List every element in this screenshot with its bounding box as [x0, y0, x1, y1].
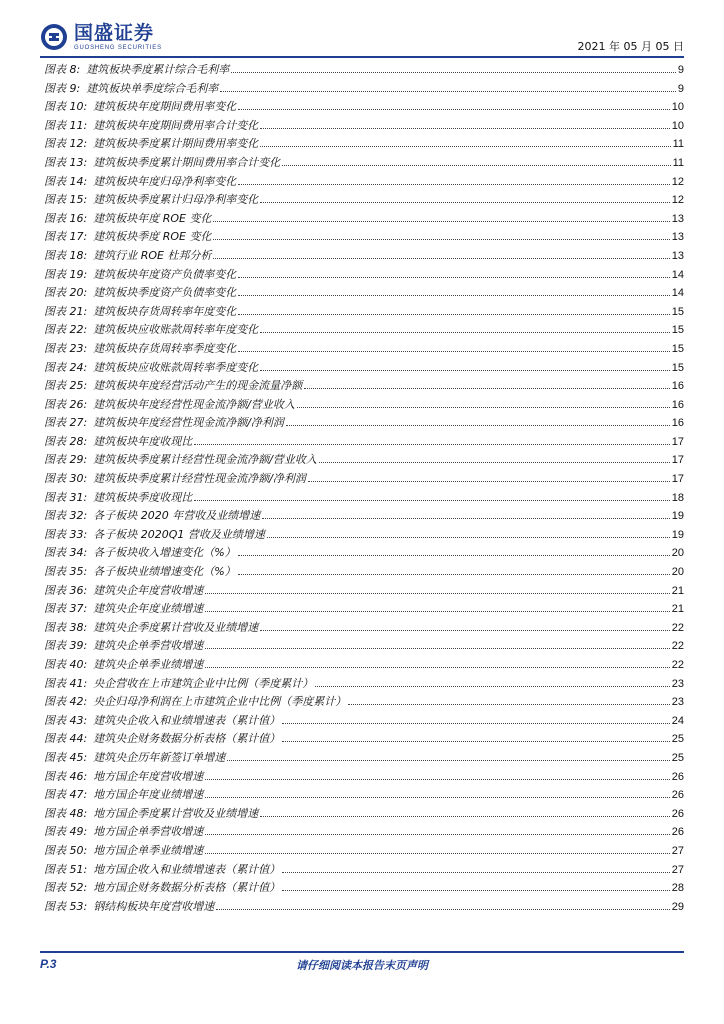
- figure-page-number: 12: [671, 194, 684, 207]
- figure-page-number: 16: [671, 398, 684, 411]
- figure-title: 地方国企财务数据分析表格（累计值）: [93, 881, 281, 895]
- figure-label: 图表 28:: [44, 434, 88, 448]
- dot-leader: [282, 741, 670, 742]
- toc-entry[interactable]: [44, 786, 684, 805]
- figure-title: 建筑板块季度 ROE 变化: [93, 230, 212, 244]
- figure-title: 地方国企单季业绩增速: [93, 843, 204, 857]
- figure-label: 图表 37:: [44, 602, 88, 616]
- toc-entry[interactable]: [44, 489, 684, 508]
- toc-entry[interactable]: [44, 377, 684, 396]
- company-logo: [40, 22, 162, 52]
- toc-entry[interactable]: [44, 823, 684, 842]
- dot-leader: [205, 779, 670, 780]
- figure-page-number: 11: [672, 138, 684, 151]
- figure-title: 建筑央企年度业绩增速: [93, 602, 204, 616]
- figure-title: 地方国企季度累计营收及业绩增速: [93, 806, 259, 820]
- dot-leader: [260, 630, 670, 631]
- figure-title: 央企归母净利润在上市建筑企业中比例（季度累计）: [93, 695, 347, 709]
- dot-leader: [205, 797, 670, 798]
- dot-leader: [238, 351, 670, 352]
- figure-title: 建筑板块年度期间费用率合计变化: [93, 118, 259, 132]
- report-date: 2021 年 05 月 05 日: [577, 40, 684, 53]
- dot-leader: [194, 444, 670, 445]
- dot-leader: [260, 202, 670, 203]
- figure-page-number: 25: [671, 751, 684, 764]
- dot-leader: [308, 481, 670, 482]
- toc-entry[interactable]: [44, 861, 684, 880]
- figure-page-number: 26: [671, 789, 684, 802]
- figure-label: 图表 42:: [44, 695, 88, 709]
- figure-label: 图表 43:: [44, 713, 88, 727]
- figure-title: 地方国企单季营收增速: [93, 825, 204, 839]
- dot-leader: [282, 890, 670, 891]
- toc-entry[interactable]: [44, 321, 684, 340]
- figure-label: 图表 53:: [44, 899, 88, 913]
- figure-page-number: 10: [671, 101, 684, 114]
- dot-leader: [260, 128, 670, 129]
- figure-title: 建筑板块季度累计经营性现金流净额/营业收入: [93, 453, 317, 467]
- toc-entry[interactable]: [44, 693, 684, 712]
- dot-leader: [205, 853, 670, 854]
- dot-leader: [205, 611, 670, 612]
- header-divider: [40, 56, 684, 58]
- toc-entry[interactable]: [44, 433, 684, 452]
- dot-leader: [238, 295, 670, 296]
- figure-page-number: 13: [671, 249, 684, 262]
- figure-page-number: 15: [671, 342, 684, 355]
- dot-leader: [238, 555, 670, 556]
- dot-leader: [238, 277, 670, 278]
- figure-title: 建筑板块应收账款周转率年度变化: [93, 323, 259, 337]
- figure-label: 图表 8:: [44, 63, 81, 76]
- dot-leader: [205, 593, 670, 594]
- figure-page-number: 26: [671, 826, 684, 839]
- figure-title: 地方国企收入和业绩增速表（累计值）: [93, 862, 281, 876]
- dot-leader: [297, 407, 670, 408]
- figure-label: 图表 34:: [44, 546, 88, 560]
- figure-page-number: 9: [677, 82, 684, 95]
- dot-leader: [348, 704, 670, 705]
- figure-label: 图表 26:: [44, 397, 88, 411]
- dot-leader: [216, 909, 670, 910]
- figure-page-number: 17: [671, 454, 684, 467]
- dot-leader: [282, 165, 670, 166]
- toc-entry[interactable]: [44, 675, 684, 694]
- figure-page-number: 21: [671, 584, 684, 597]
- figure-title: 建筑板块年度期间费用率变化: [93, 100, 237, 114]
- toc-entry[interactable]: [44, 582, 684, 601]
- figure-page-number: 11: [672, 156, 684, 169]
- figure-title: 建筑板块年度收现比: [93, 434, 193, 448]
- figure-page-number: 26: [671, 807, 684, 820]
- dot-leader: [282, 872, 670, 873]
- figure-page-number: 18: [671, 491, 684, 504]
- figure-page-number: 28: [671, 882, 684, 895]
- toc-entry[interactable]: [44, 396, 684, 415]
- figure-title: 建筑板块年度归母净利率变化: [93, 174, 237, 188]
- figure-title: 建筑板块年度经营性现金流净额/营业收入: [93, 397, 295, 411]
- figure-label: 图表 31:: [44, 490, 88, 504]
- figure-label: 图表 12:: [44, 137, 88, 151]
- figure-label: 图表 15:: [44, 193, 88, 207]
- figure-label: 图表 13:: [44, 155, 88, 169]
- dot-leader: [267, 537, 670, 538]
- toc-entry[interactable]: [44, 749, 684, 768]
- figure-label: 图表 22:: [44, 323, 88, 337]
- figure-title: 建筑板块季度累计期间费用率变化: [93, 137, 259, 151]
- figure-title: 建筑央企单季营收增速: [93, 639, 204, 653]
- figure-title: 地方国企年度营收增速: [93, 769, 204, 783]
- toc-entry[interactable]: [44, 544, 684, 563]
- figure-title: 建筑板块季度资产负债率变化: [93, 286, 237, 300]
- figure-label: 图表 18:: [44, 248, 88, 262]
- figure-title: 建筑央企历年新签订单增速: [93, 750, 226, 764]
- figure-label: 图表 16:: [44, 211, 88, 225]
- figure-page-number: 22: [671, 640, 684, 653]
- figure-title: 建筑板块年度经营性现金流净额/净利润: [93, 416, 284, 430]
- figure-label: 图表 19:: [44, 267, 88, 281]
- figure-title: 钢结构板块年度营收增速: [93, 899, 215, 913]
- toc-entry[interactable]: [44, 98, 684, 117]
- page-number: P.3: [40, 957, 57, 971]
- figure-title: 建筑板块年度 ROE 变化: [93, 211, 212, 225]
- toc-entry[interactable]: [44, 414, 684, 433]
- figure-page-number: 29: [671, 900, 684, 913]
- figure-page-number: 23: [671, 677, 684, 690]
- figure-title: 建筑板块年度经营活动产生的现金流量净额: [93, 379, 303, 393]
- figure-title: 建筑行业 ROE 杜邦分析: [93, 248, 212, 262]
- figure-page-number: 13: [671, 212, 684, 225]
- disclaimer-note: 请仔细阅读本报告末页声明: [296, 959, 428, 972]
- dot-leader: [205, 667, 670, 668]
- figure-label: 图表 45:: [44, 750, 88, 764]
- dot-leader: [205, 648, 670, 649]
- logo-english-name: GUOSHENG SECURITIES: [74, 44, 162, 51]
- figure-title: 地方国企年度业绩增速: [93, 788, 204, 802]
- figure-title: 建筑板块季度累计综合毛利率: [86, 63, 230, 76]
- figure-label: 图表 17:: [44, 230, 88, 244]
- figure-page-number: 24: [671, 714, 684, 727]
- toc-entry[interactable]: [44, 191, 684, 210]
- logo-emblem-icon: [40, 23, 68, 51]
- figure-title: 建筑央企收入和业绩增速表（累计值）: [93, 713, 281, 727]
- figure-page-number: 15: [671, 361, 684, 374]
- toc-entry[interactable]: [44, 154, 684, 173]
- figure-page-number: 19: [671, 510, 684, 523]
- dot-leader: [213, 221, 669, 222]
- figure-label: 图表 10:: [44, 100, 88, 114]
- figure-title: 各子板块 2020 年营收及业绩增速: [93, 509, 261, 523]
- figure-page-number: 13: [671, 231, 684, 244]
- toc-entry[interactable]: [44, 637, 684, 656]
- dot-leader: [260, 370, 670, 371]
- toc-entry[interactable]: [44, 768, 684, 787]
- figure-page-number: 23: [671, 696, 684, 709]
- figure-label: 图表 41:: [44, 676, 88, 690]
- figure-label: 图表 11:: [44, 118, 88, 132]
- figure-page-number: 9: [677, 64, 684, 76]
- figure-title: 建筑板块存货周转率年度变化: [93, 304, 237, 318]
- dot-leader: [227, 760, 670, 761]
- toc-entry[interactable]: [44, 507, 684, 526]
- toc-entry[interactable]: [44, 730, 684, 749]
- dot-leader: [260, 146, 670, 147]
- dot-leader: [304, 388, 670, 389]
- figure-page-number: 12: [671, 175, 684, 188]
- dot-leader: [213, 258, 669, 259]
- toc-entry[interactable]: [44, 712, 684, 731]
- figure-label: 图表 36:: [44, 583, 88, 597]
- figure-label: 图表 35:: [44, 565, 88, 579]
- figure-label: 图表 21:: [44, 304, 88, 318]
- footer-divider: [40, 951, 684, 953]
- dot-leader: [238, 184, 670, 185]
- figure-label: 图表 44:: [44, 732, 88, 746]
- figure-title: 建筑央企财务数据分析表格（累计值）: [93, 732, 281, 746]
- toc-entry[interactable]: [44, 117, 684, 136]
- figure-title: 建筑央企单季业绩增速: [93, 658, 204, 671]
- figure-page-number: 14: [671, 268, 684, 281]
- dot-leader: [238, 574, 670, 575]
- figure-label: 图表 14:: [44, 174, 88, 188]
- toc-entry[interactable]: [44, 80, 684, 99]
- figure-label: 图表 27:: [44, 416, 88, 430]
- figure-page-number: 10: [671, 119, 684, 132]
- toc-entry[interactable]: [44, 228, 684, 247]
- logo-chinese-name: 国盛证券: [74, 21, 155, 44]
- figure-label: 图表 29:: [44, 453, 88, 467]
- figure-page-number: 17: [671, 473, 684, 486]
- figure-title: 建筑板块季度累计期间费用率合计变化: [93, 155, 281, 169]
- toc-entry[interactable]: [44, 879, 684, 898]
- dot-leader: [286, 425, 670, 426]
- figure-label: 图表 39:: [44, 639, 88, 653]
- figure-title: 建筑板块存货周转率季度变化: [93, 341, 237, 355]
- toc-entry[interactable]: [44, 526, 684, 545]
- figure-page-number: 27: [671, 863, 684, 876]
- toc-entry[interactable]: [44, 563, 684, 582]
- dot-leader: [238, 109, 670, 110]
- figure-title: 建筑板块季度收现比: [93, 490, 193, 504]
- figure-label: 图表 40:: [44, 658, 88, 671]
- figure-page-number: 16: [671, 417, 684, 430]
- toc-entry[interactable]: [44, 210, 684, 229]
- page-header: [0, 0, 724, 60]
- figure-page-number: 17: [671, 435, 684, 448]
- figure-page-number: 22: [671, 659, 684, 671]
- figure-label: 图表 33:: [44, 527, 88, 541]
- figure-page-number: 26: [671, 770, 684, 783]
- figure-label: 图表 51:: [44, 862, 88, 876]
- figure-title: 建筑板块应收账款周转率季度变化: [93, 360, 259, 374]
- toc-entry[interactable]: [44, 61, 684, 80]
- dot-leader: [282, 723, 670, 724]
- toc-entry[interactable]: [44, 656, 684, 675]
- figure-title: 各子板块 2020Q1 营收及业绩增速: [93, 527, 265, 541]
- figure-title: 各子板块业绩增速变化（%）: [93, 565, 236, 579]
- dot-leader: [231, 72, 676, 73]
- figure-label: 图表 23:: [44, 341, 88, 355]
- toc-entry[interactable]: [44, 173, 684, 192]
- dot-leader: [238, 314, 670, 315]
- figure-label: 图表 47:: [44, 788, 88, 802]
- toc-entry[interactable]: [44, 340, 684, 359]
- toc-entry[interactable]: [44, 359, 684, 378]
- toc-entry[interactable]: [44, 898, 684, 917]
- figure-page-number: 22: [671, 621, 684, 634]
- dot-leader: [262, 518, 670, 519]
- figure-label: 图表 50:: [44, 843, 88, 857]
- figure-page-number: 15: [671, 305, 684, 318]
- figure-list: [44, 61, 684, 916]
- figure-page-number: 27: [671, 844, 684, 857]
- figure-label: 图表 52:: [44, 881, 88, 895]
- toc-entry[interactable]: [44, 135, 684, 154]
- toc-entry[interactable]: [44, 619, 684, 638]
- toc-entry[interactable]: [44, 451, 684, 470]
- figure-page-number: 15: [671, 324, 684, 337]
- dot-leader: [220, 91, 676, 92]
- figure-title: 建筑央企年度营收增速: [93, 583, 204, 597]
- figure-title: 建筑板块季度累计经营性现金流净额/净利润: [93, 472, 306, 486]
- toc-entry[interactable]: [44, 247, 684, 266]
- dot-leader: [260, 816, 670, 817]
- figure-label: 图表 38:: [44, 620, 88, 634]
- dot-leader: [315, 686, 670, 687]
- figure-label: 图表 46:: [44, 769, 88, 783]
- figure-title: 建筑央企季度累计营收及业绩增速: [93, 620, 259, 634]
- toc-entry[interactable]: [44, 303, 684, 322]
- figure-page-number: 20: [671, 566, 684, 579]
- figure-label: 图表 48:: [44, 806, 88, 820]
- figure-page-number: 14: [671, 287, 684, 300]
- dot-leader: [205, 834, 670, 835]
- figure-label: 图表 25:: [44, 379, 88, 393]
- dot-leader: [194, 500, 670, 501]
- figure-title: 央企营收在上市建筑企业中比例（季度累计）: [93, 676, 314, 690]
- toc-entry[interactable]: [44, 805, 684, 824]
- figure-label: 图表 9:: [44, 81, 81, 95]
- figure-page-number: 25: [671, 733, 684, 746]
- toc-entry[interactable]: [44, 470, 684, 489]
- figure-page-number: 16: [671, 380, 684, 393]
- figure-label: 图表 30:: [44, 472, 88, 486]
- figure-label: 图表 24:: [44, 360, 88, 374]
- figure-title: 各子板块收入增速变化（%）: [93, 546, 236, 560]
- figure-title: 建筑板块季度累计归母净利率变化: [93, 193, 259, 207]
- figure-label: 图表 32:: [44, 509, 88, 523]
- figure-title: 建筑板块单季度综合毛利率: [86, 81, 219, 95]
- figure-page-number: 21: [671, 603, 684, 616]
- dot-leader: [319, 462, 670, 463]
- toc-entry[interactable]: [44, 600, 684, 619]
- toc-entry[interactable]: [44, 284, 684, 303]
- figure-label: 图表 49:: [44, 825, 88, 839]
- figure-title: 建筑板块年度资产负债率变化: [93, 267, 237, 281]
- toc-entry[interactable]: [44, 842, 684, 861]
- dot-leader: [260, 332, 670, 333]
- toc-entry[interactable]: [44, 266, 684, 285]
- figure-page-number: 19: [671, 528, 684, 541]
- figure-page-number: 20: [671, 547, 684, 560]
- figure-label: 图表 20:: [44, 286, 88, 300]
- dot-leader: [213, 239, 669, 240]
